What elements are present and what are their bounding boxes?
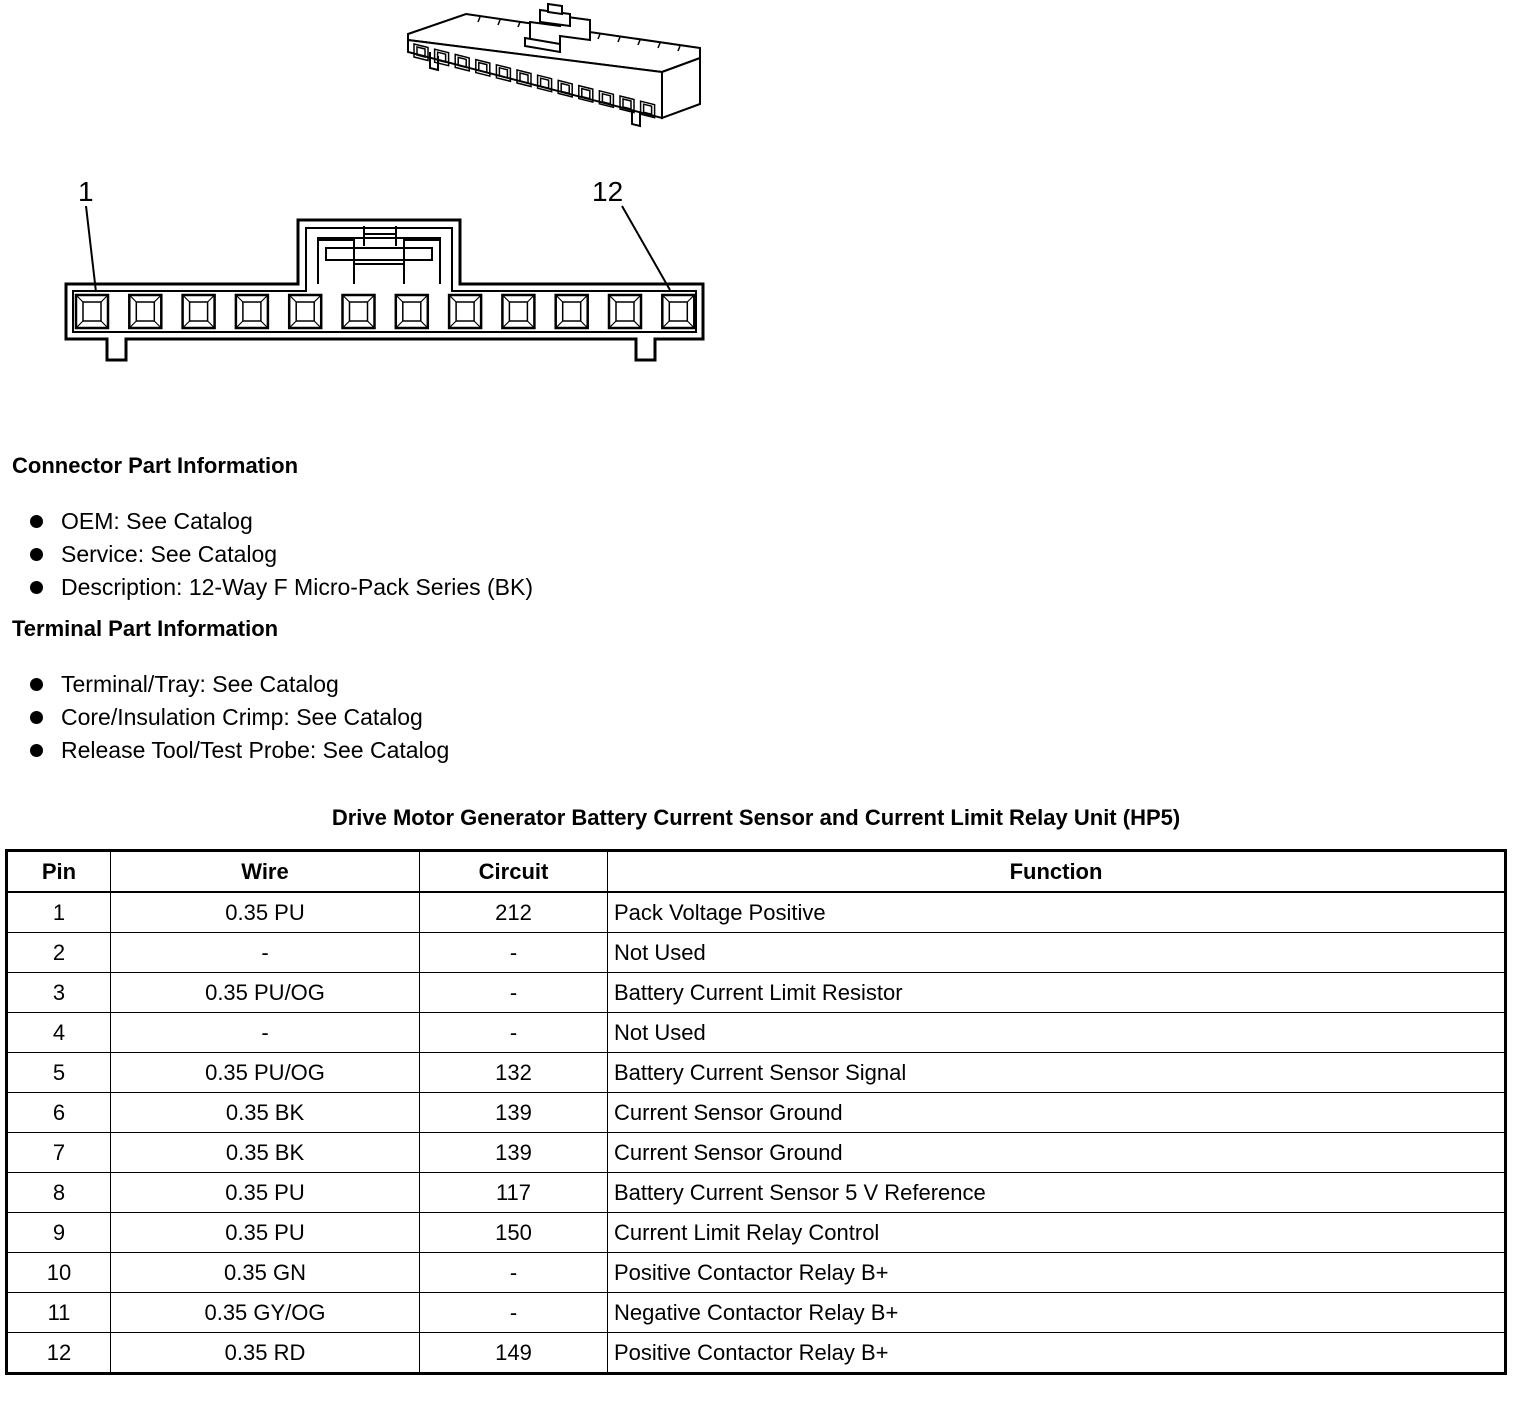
cell-circuit: -: [420, 1013, 608, 1053]
table-row: [7, 1253, 1506, 1293]
list-item-text: Description: 12-Way F Micro-Pack Series (BK): [61, 574, 534, 600]
cell-function: Negative Contactor Relay B+: [608, 1293, 1506, 1333]
list-item: [30, 505, 533, 538]
cell-circuit: 139: [420, 1133, 608, 1173]
list-item: [30, 571, 533, 604]
column-header-function: Function: [608, 851, 1506, 893]
cell-function: Current Sensor Ground: [608, 1133, 1506, 1173]
cell-wire: 0.35 PU/OG: [111, 1053, 420, 1093]
table-row: [7, 933, 1506, 973]
cell-function: Positive Contactor Relay B+: [608, 1333, 1506, 1374]
bullet-icon: [30, 581, 43, 594]
cell-circuit: 139: [420, 1093, 608, 1133]
cell-wire: 0.35 PU/OG: [111, 973, 420, 1013]
column-header-circuit: Circuit: [420, 851, 608, 893]
cell-pin: 3: [7, 973, 111, 1013]
cell-function: Battery Current Sensor Signal: [608, 1053, 1506, 1093]
cell-circuit: 149: [420, 1333, 608, 1374]
connector-part-info-heading: Connector Part Information: [12, 453, 299, 478]
terminal-part-info-list: [30, 668, 449, 767]
cell-wire: 0.35 BK: [111, 1093, 420, 1133]
column-header-pin: Pin: [7, 851, 111, 893]
cell-wire: 0.35 PU: [111, 892, 420, 933]
table-title: Drive Motor Generator Battery Current Sensor and Current Limit Relay Unit (HP5): [331, 805, 1181, 830]
cell-wire: 0.35 RD: [111, 1333, 420, 1374]
table-row: [7, 1133, 1506, 1173]
cell-circuit: -: [420, 1293, 608, 1333]
cell-function: Battery Current Sensor 5 V Reference: [608, 1173, 1506, 1213]
bullet-icon: [30, 515, 43, 528]
table-header-row: [7, 851, 1506, 893]
cell-pin: 12: [7, 1333, 111, 1374]
cell-pin: 9: [7, 1213, 111, 1253]
cell-pin: 4: [7, 1013, 111, 1053]
cell-pin: 6: [7, 1093, 111, 1133]
cell-function: Current Limit Relay Control: [608, 1213, 1506, 1253]
cell-wire: 0.35 BK: [111, 1133, 420, 1173]
list-item-text: Terminal/Tray: See Catalog: [61, 671, 339, 697]
table-row: [7, 1333, 1506, 1374]
table-row: [7, 1293, 1506, 1333]
pin-1-leader-line: [86, 206, 96, 292]
bullet-icon: [30, 678, 43, 691]
column-header-wire: Wire: [111, 851, 420, 893]
connector-illustration: [0, 0, 760, 400]
cell-wire: 0.35 GY/OG: [111, 1293, 420, 1333]
connector-front-view: [66, 206, 703, 360]
table-row: [7, 1013, 1506, 1053]
cell-wire: -: [111, 933, 420, 973]
list-item-text: Core/Insulation Crimp: See Catalog: [61, 704, 423, 730]
cell-circuit: -: [420, 933, 608, 973]
table-row: [7, 1053, 1506, 1093]
cell-function: Current Sensor Ground: [608, 1093, 1506, 1133]
cell-function: Not Used: [608, 1013, 1506, 1053]
cell-pin: 7: [7, 1133, 111, 1173]
connector-3d-view: [408, 4, 700, 126]
cell-pin: 11: [7, 1293, 111, 1333]
cell-circuit: -: [420, 1253, 608, 1293]
list-item-text: OEM: See Catalog: [61, 508, 253, 534]
cell-wire: -: [111, 1013, 420, 1053]
pin-1-label: 1: [78, 176, 94, 207]
table-row: [7, 892, 1506, 933]
cell-wire: 0.35 GN: [111, 1253, 420, 1293]
cell-circuit: 212: [420, 892, 608, 933]
list-item: [30, 734, 449, 767]
cell-pin: 8: [7, 1173, 111, 1213]
cell-pin: 5: [7, 1053, 111, 1093]
bullet-icon: [30, 711, 43, 724]
table-row: [7, 1093, 1506, 1133]
cell-function: Battery Current Limit Resistor: [608, 973, 1506, 1013]
pinout-table: [5, 849, 1507, 1375]
cell-function: Not Used: [608, 933, 1506, 973]
table-row: [7, 973, 1506, 1013]
list-item-text: Service: See Catalog: [61, 541, 278, 567]
pin-12-label: 12: [592, 176, 624, 207]
cell-circuit: 150: [420, 1213, 608, 1253]
pin-12-leader-line: [622, 206, 670, 290]
cell-wire: 0.35 PU: [111, 1173, 420, 1213]
cell-circuit: 117: [420, 1173, 608, 1213]
bullet-icon: [30, 548, 43, 561]
cell-function: Positive Contactor Relay B+: [608, 1253, 1506, 1293]
cell-pin: 2: [7, 933, 111, 973]
table-row: [7, 1173, 1506, 1213]
connector-part-info-list: [30, 505, 533, 604]
terminal-part-info-heading: Terminal Part Information: [12, 616, 279, 641]
cell-pin: 1: [7, 892, 111, 933]
cell-function: Pack Voltage Positive: [608, 892, 1506, 933]
table-row: [7, 1213, 1506, 1253]
cell-wire: 0.35 PU: [111, 1213, 420, 1253]
list-item-text: Release Tool/Test Probe: See Catalog: [61, 737, 450, 763]
list-item: [30, 701, 449, 734]
list-item: [30, 668, 449, 701]
cell-pin: 10: [7, 1253, 111, 1293]
cell-circuit: 132: [420, 1053, 608, 1093]
bullet-icon: [30, 744, 43, 757]
list-item: [30, 538, 533, 571]
cell-circuit: -: [420, 973, 608, 1013]
